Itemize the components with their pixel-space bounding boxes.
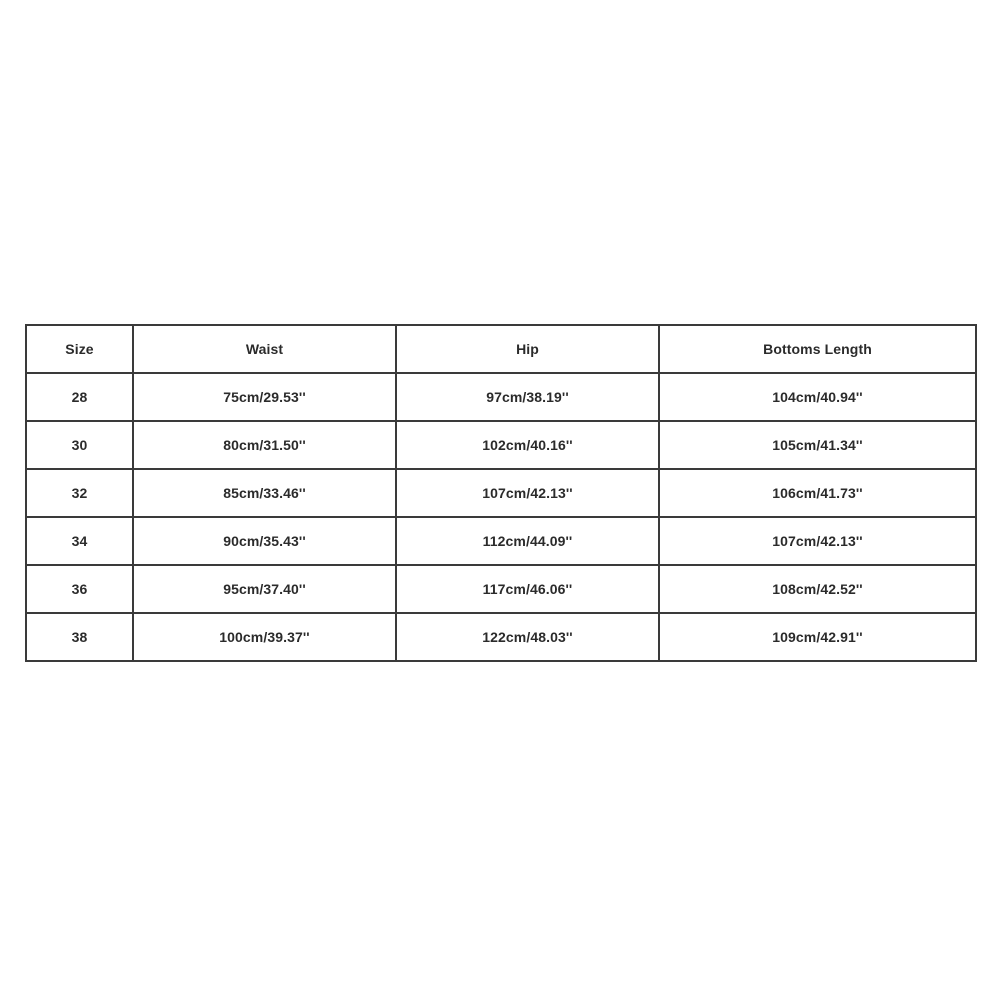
cell-size: 36 xyxy=(26,565,133,613)
cell-waist: 85cm/33.46'' xyxy=(133,469,396,517)
cell-size: 32 xyxy=(26,469,133,517)
header-hip: Hip xyxy=(396,325,659,373)
cell-bottoms-length: 104cm/40.94'' xyxy=(659,373,976,421)
cell-bottoms-length: 106cm/41.73'' xyxy=(659,469,976,517)
cell-size: 38 xyxy=(26,613,133,661)
cell-waist: 75cm/29.53'' xyxy=(133,373,396,421)
cell-hip: 102cm/40.16'' xyxy=(396,421,659,469)
table-row xyxy=(26,565,976,613)
cell-bottoms-length: 105cm/41.34'' xyxy=(659,421,976,469)
table-row xyxy=(26,613,976,661)
cell-hip: 117cm/46.06'' xyxy=(396,565,659,613)
size-chart-table xyxy=(25,324,977,662)
table-row xyxy=(26,517,976,565)
cell-waist: 80cm/31.50'' xyxy=(133,421,396,469)
cell-bottoms-length: 109cm/42.91'' xyxy=(659,613,976,661)
cell-hip: 107cm/42.13'' xyxy=(396,469,659,517)
header-size: Size xyxy=(26,325,133,373)
cell-waist: 90cm/35.43'' xyxy=(133,517,396,565)
cell-size: 34 xyxy=(26,517,133,565)
header-bottoms-length: Bottoms Length xyxy=(659,325,976,373)
cell-waist: 100cm/39.37'' xyxy=(133,613,396,661)
cell-hip: 112cm/44.09'' xyxy=(396,517,659,565)
cell-size: 30 xyxy=(26,421,133,469)
header-waist: Waist xyxy=(133,325,396,373)
cell-hip: 97cm/38.19'' xyxy=(396,373,659,421)
table-row xyxy=(26,421,976,469)
table-header-row xyxy=(26,325,976,373)
cell-waist: 95cm/37.40'' xyxy=(133,565,396,613)
cell-hip: 122cm/48.03'' xyxy=(396,613,659,661)
cell-bottoms-length: 107cm/42.13'' xyxy=(659,517,976,565)
table-row xyxy=(26,373,976,421)
table-row xyxy=(26,469,976,517)
cell-bottoms-length: 108cm/42.52'' xyxy=(659,565,976,613)
cell-size: 28 xyxy=(26,373,133,421)
